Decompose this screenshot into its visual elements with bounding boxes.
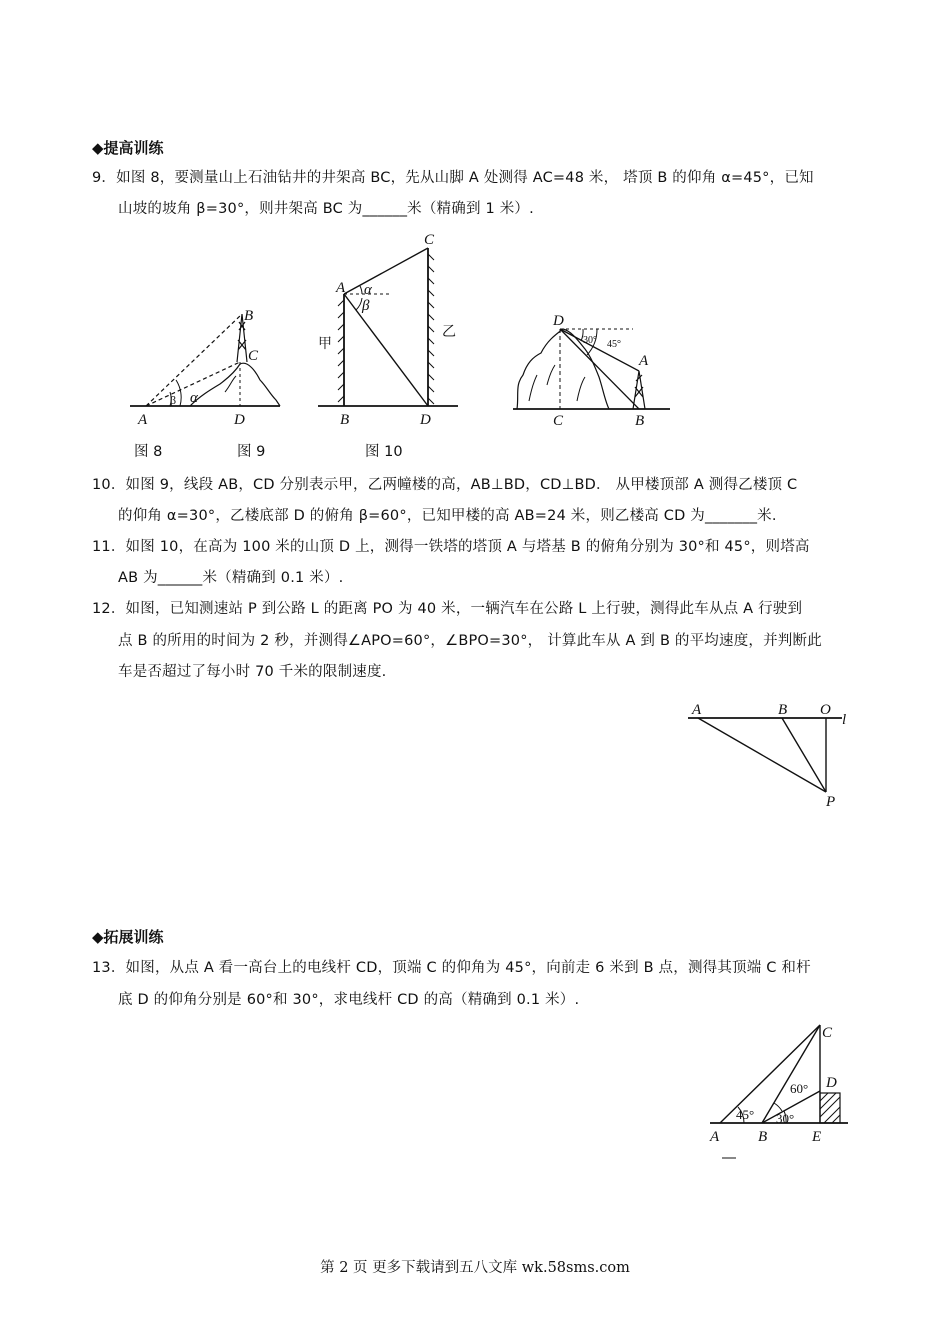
fig12-label-l: l	[842, 712, 847, 728]
fig10-label-d: D	[553, 313, 564, 329]
problem-11-line-1: 11．如图 10，在高为 100 米的山顶 D 上，测得一铁塔的塔顶 A 与塔基 B 的俯角分别为 30°和 45°，则塔高	[92, 539, 810, 555]
fig13-label-c: C	[822, 1025, 833, 1041]
fig9-label-jia: 甲	[318, 336, 332, 352]
fig10-line-db	[560, 329, 639, 409]
fig8-label-beta: β	[170, 393, 177, 407]
problem-10-line-2: 的仰角 α=30°，乙楼底部 D 的俯角 β=60°，已知甲楼的高 AB=24 米，则乙楼高 CD 为_______米.	[118, 508, 777, 524]
fig10-label-c: C	[553, 413, 564, 429]
figure-8	[120, 300, 290, 430]
fig9-label-a: A	[336, 280, 346, 296]
fig13-label-d: D	[826, 1075, 837, 1091]
problem-10-line-1: 10．如图 9，线段 AB，CD 分别表示甲，乙两幢楼的高，AB⊥BD，CD⊥BD． 从甲楼顶部 A 测得乙楼顶 C	[92, 477, 798, 493]
fig13-label-b: B	[758, 1129, 768, 1145]
fig10-label-30: 30°	[583, 335, 597, 346]
fig12-label-p: P	[826, 794, 836, 810]
caption-fig8: 图 8	[134, 444, 163, 460]
page-footer: 第 2 页 更多下载请到五八文库 wk.58sms.com	[320, 1260, 630, 1276]
fig9-label-yi: 乙	[442, 324, 456, 340]
figure-12	[682, 700, 857, 810]
figure-13	[700, 1015, 860, 1165]
problem-13-line-2: 底 D 的仰角分别是 60°和 30°，求电线杆 CD 的高（精确到 0.1 米）.	[118, 992, 580, 1008]
fig13-label-60: 60°	[790, 1081, 809, 1096]
problem-12-line-2: 点 B 的所用的时间为 2 秒，并测得∠APO=60°，∠BPO=30°， 计算此车从 A 到 B 的平均速度，并判断此	[118, 633, 822, 649]
fig12-label-b: B	[778, 702, 788, 718]
fig8-mountain	[190, 363, 280, 406]
fig9-label-b: B	[340, 412, 350, 428]
problem-12-line-3: 车是否超过了每小时 70 千米的限制速度.	[118, 664, 387, 680]
fig9-label-beta: β	[362, 298, 370, 314]
fig8-label-d: D	[234, 412, 245, 428]
fig13-label-45: 45°	[736, 1107, 755, 1122]
fig9-label-alpha: α	[364, 282, 372, 298]
fig10-line-da	[560, 329, 639, 371]
fig13-label-a: A	[710, 1129, 720, 1145]
fig9-label-c: C	[424, 232, 435, 248]
section-heading-improve: ◆提高训练	[92, 139, 164, 157]
caption-fig9: 图 9	[237, 444, 266, 460]
figure-9	[300, 228, 465, 428]
fig10-label-45: 45°	[607, 339, 621, 350]
fig10-label-a: A	[639, 353, 649, 369]
problem-9-line-2: 山坡的坡角 β=30°，则井架高 BC 为______米（精确到 1 米）.	[118, 201, 534, 217]
fig12-label-a: A	[692, 702, 702, 718]
fig8-label-alpha: α	[190, 390, 198, 406]
fig13-label-30: 30°	[776, 1111, 795, 1126]
fig13-label-e: E	[812, 1129, 822, 1145]
section-heading-extend: ◆拓展训练	[92, 928, 164, 946]
fig9-line-ac	[344, 248, 428, 294]
fig12-label-o: O	[820, 702, 831, 718]
fig12-line-ap	[698, 718, 826, 792]
fig9-line-ad	[344, 294, 428, 406]
fig8-label-b: B	[244, 308, 254, 324]
problem-12-line-1: 12．如图，已知测速站 P 到公路 L 的距离 PO 为 40 米，一辆汽车在公路 L 上行驶，测得此车从点 A 行驶到	[92, 601, 803, 617]
fig12-line-bp	[782, 718, 826, 792]
fig10-tower-icon	[633, 371, 645, 409]
fig9-label-d: D	[420, 412, 431, 428]
fig8-label-a: A	[138, 412, 148, 428]
figure-10	[505, 305, 680, 430]
fig10-label-b: B	[635, 413, 645, 429]
problem-11-line-2: AB 为______米（精确到 0.1 米）.	[118, 570, 344, 586]
fig8-label-c: C	[248, 348, 259, 364]
problem-13-line-1: 13．如图，从点 A 看一高台上的电线杆 CD，顶端 C 的仰角为 45°，向前走 6 米到 B 点，测得其顶端 C 和杆	[92, 960, 811, 976]
caption-fig10: 图 10	[365, 444, 403, 460]
problem-9-line-1: 9．如图 8，要测量山上石油钻井的井架高 BC，先从山脚 A 处测得 AC=48 米， 塔顶 B 的仰角 α=45°，已知	[92, 170, 814, 186]
